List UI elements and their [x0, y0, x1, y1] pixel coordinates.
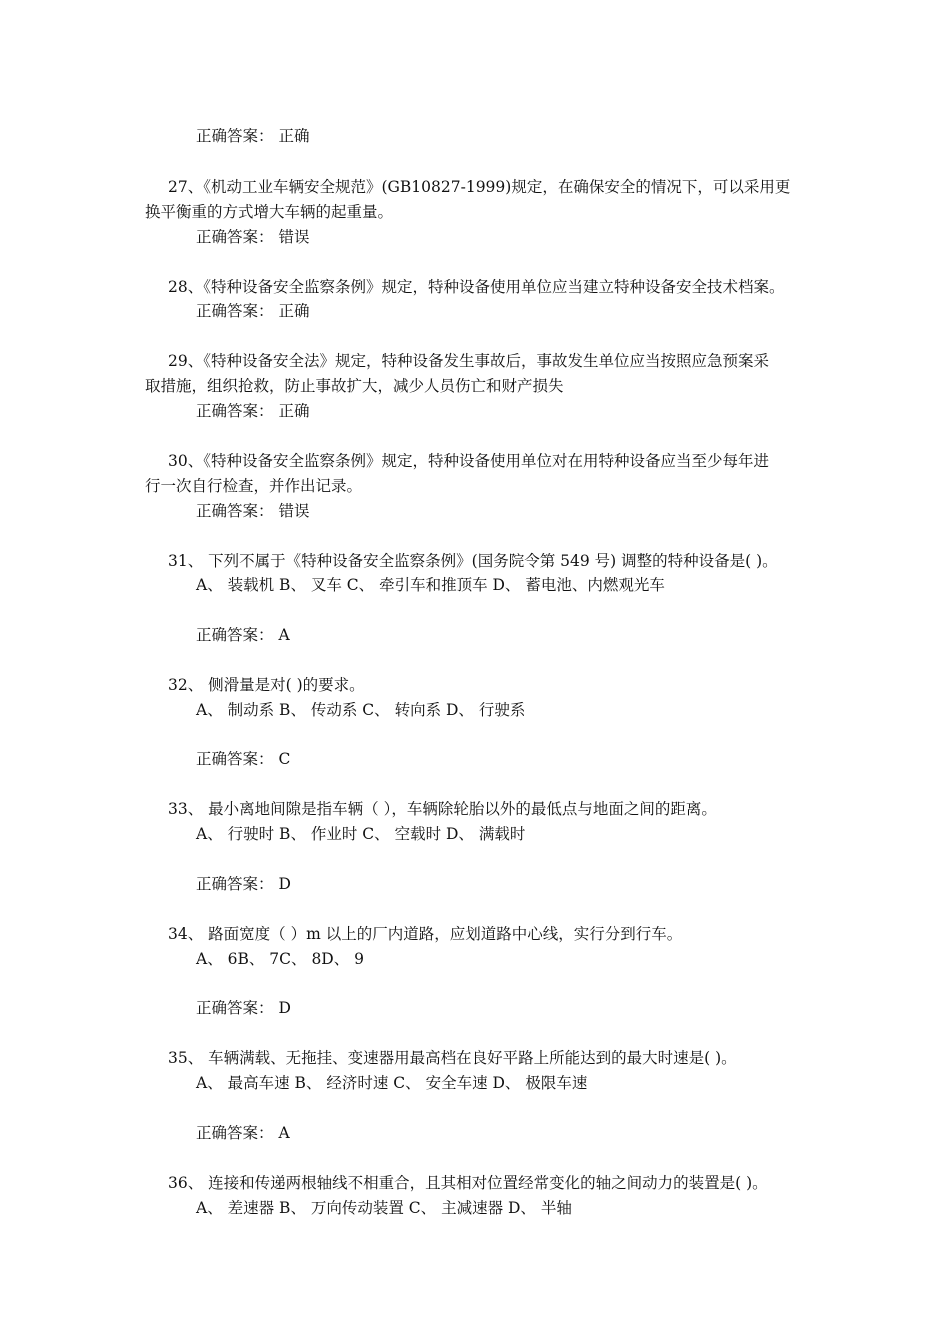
answer-label: 正确答案：	[196, 127, 274, 145]
answer-value: 正确	[278, 302, 310, 320]
answer-value: 正确	[278, 402, 310, 420]
answer-line	[196, 1123, 290, 1143]
question-27-line1: 27、《机动工业车辆安全规范》(GB10827-1999)规定，在确保安全的情况下，可以采用更	[168, 178, 791, 196]
question-36-line1: 36、 连接和传递两根轴线不相重合，且其相对位置经常变化的轴之间动力的装置是( )。	[168, 1174, 768, 1192]
answer-line	[196, 998, 291, 1018]
answer-line	[196, 126, 309, 146]
answer-value: A	[278, 626, 290, 644]
answer-label: 正确答案：	[196, 999, 274, 1017]
question-33-line1: 33、 最小离地间隙是指车辆（ ），车辆除轮胎以外的最低点与地面之间的距离。	[168, 800, 717, 818]
answer-label: 正确答案：	[196, 750, 274, 768]
answer-label: 正确答案：	[196, 875, 274, 893]
answer-label: 正确答案：	[196, 228, 274, 246]
answer-line	[196, 874, 291, 894]
question-32-options: A、 制动系 B、 传动系 C、 转向系 D、 行驶系	[196, 701, 526, 719]
answer-label: 正确答案：	[196, 402, 274, 420]
answer-value: A	[278, 1124, 290, 1142]
answer-value: D	[278, 875, 291, 893]
question-30-line2: 行一次自行检查，并作出记录。	[145, 477, 363, 495]
question-32-line1: 32、 侧滑量是对( )的要求。	[168, 676, 365, 694]
question-27-line2: 换平衡重的方式增大车辆的起重量。	[145, 203, 394, 221]
answer-line	[196, 501, 309, 521]
answer-value: 正确	[278, 127, 310, 145]
question-35-options: A、 最高车速 B、 经济时速 C、 安全车速 D、 极限车速	[196, 1074, 588, 1092]
question-33-options: A、 行驶时 B、 作业时 C、 空载时 D、 满载时	[196, 825, 526, 843]
answer-line	[196, 625, 290, 645]
question-34-line1: 34、 路面宽度（ ）m 以上的厂内道路，应划道路中心线，实行分到行车。	[168, 925, 683, 943]
answer-value: 错误	[278, 502, 310, 520]
answer-line	[196, 301, 309, 321]
answer-line	[196, 401, 309, 421]
question-34-options: A、 6B、 7C、 8D、 9	[196, 950, 365, 968]
answer-value: D	[278, 999, 291, 1017]
answer-label: 正确答案：	[196, 1124, 274, 1142]
answer-label: 正确答案：	[196, 302, 274, 320]
question-35-line1: 35、 车辆满载、无拖挂、变速器用最高档在良好平路上所能达到的最大时速是( )。	[168, 1049, 737, 1067]
question-31-options: A、 装载机 B、 叉车 C、 牵引车和推顶车 D、 蓄电池、内燃观光车	[196, 576, 665, 594]
question-29-line2: 取措施，组织抢救，防止事故扩大，减少人员伤亡和财产损失	[145, 377, 564, 395]
answer-label: 正确答案：	[196, 626, 274, 644]
answer-line	[196, 749, 290, 769]
question-29-line1: 29、《特种设备安全法》规定，特种设备发生事故后，事故发生单位应当按照应急预案采	[168, 352, 769, 370]
question-36-options: A、 差速器 B、 万向传动装置 C、 主减速器 D、 半轴	[196, 1199, 572, 1217]
question-30-line1: 30、《特种设备安全监察条例》规定，特种设备使用单位对在用特种设备应当至少每年进	[168, 452, 769, 470]
answer-value: 错误	[278, 228, 310, 246]
answer-line	[196, 227, 309, 247]
question-28-line1: 28、《特种设备安全监察条例》规定，特种设备使用单位应当建立特种设备安全技术档案。	[168, 278, 785, 296]
question-31-line1: 31、 下列不属于《特种设备安全监察条例》(国务院令第 549 号) 调整的特种设备是( )。	[168, 552, 778, 570]
answer-label: 正确答案：	[196, 502, 274, 520]
answer-value: C	[278, 750, 291, 768]
